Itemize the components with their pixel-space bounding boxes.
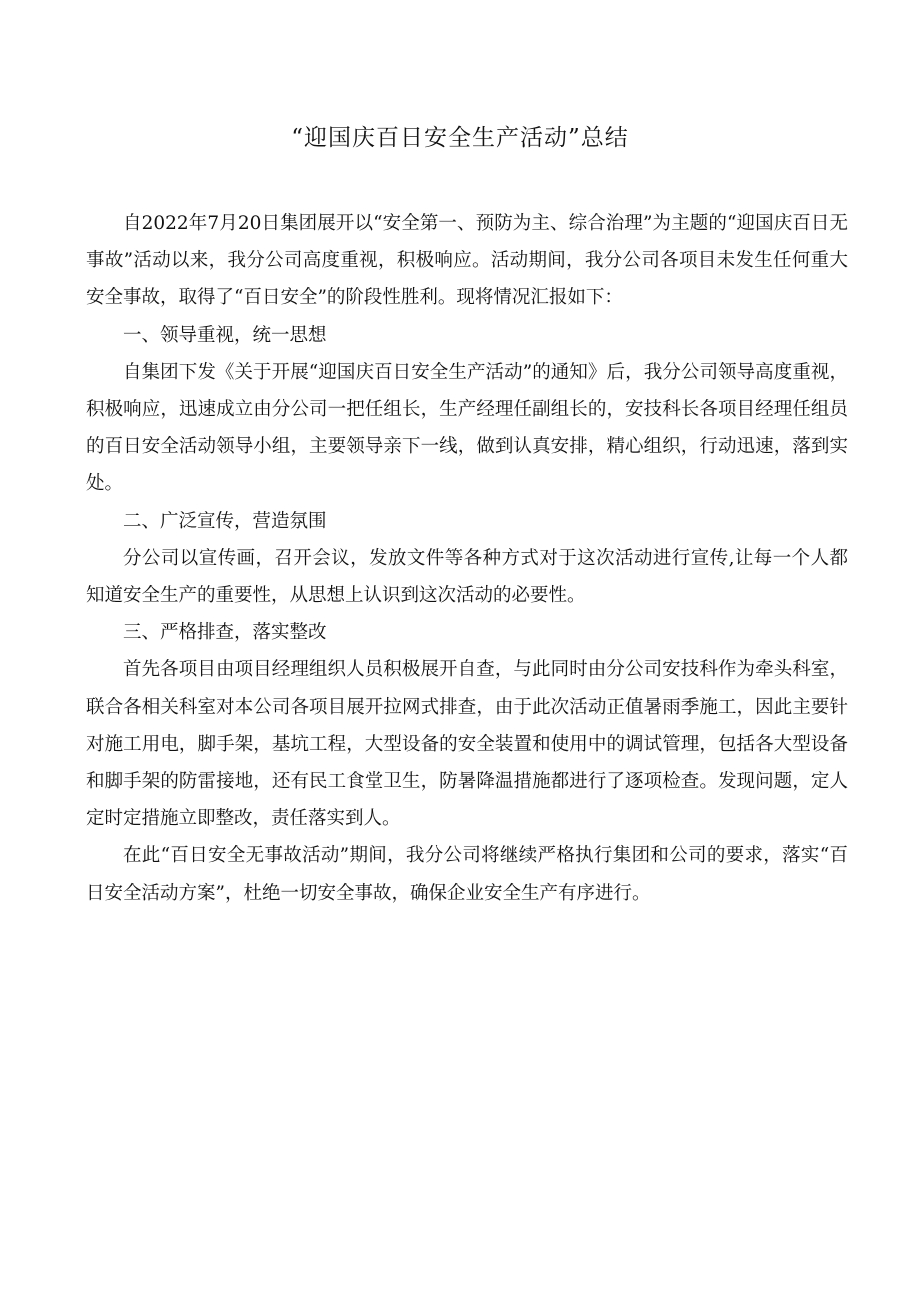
section-heading-3: 三、严格排查，落实整改	[123, 622, 327, 644]
section-heading-2: 二、广泛宣传，营造氛围	[123, 510, 327, 532]
section-paragraph-1: 自集团下发《关于开展“迎国庆百日安全生产活动”的通知》后，我分公司领导高度重视，积极响应，迅速成立由分公司一把任组长，生产经理任副组长的，安技科长各项目经理任组员的百日安全活动领导小组，主要领导亲下一线，做到认真安排，精心组织，行动迅速，落到实处。	[86, 361, 848, 495]
document-title: “迎国庆百日安全生产活动”总结	[291, 125, 629, 151]
section-paragraph-3: 首先各项目由项目经理组织人员积极展开自查，与此同时由分公司安技科作为牵头科室，联合各相关科室对本公司各项目展开拉网式排查，由于此次活动正值暑雨季施工，因此主要针对施工用电，脚手架，基坑工程，大型设备的安全装置和使用中的调试管理，包括各大型设备和脚手架的防雷接地，还有民工食堂卫生，防暑降温措施都进行了逐项检查。发现问题，定人定时定措施立即整改，责任落实到人。	[86, 659, 848, 830]
closing-paragraph: 在此“百日安全无事故活动”期间，我分公司将继续严格执行集团和公司的要求，落实“百日安全活动方案”，杜绝一切安全事故，确保企业安全生产有序进行。	[86, 845, 848, 904]
intro-paragraph: 自2022年7月20日集团展开以“安全第一、预防为主、综合治理”为主题的“迎国庆百日无事故”活动以来，我分公司高度重视，积极响应。活动期间，我分公司各项目未发生任何重大安全事故，取得了“百日安全”的阶段性胜利。现将情况汇报如下：	[86, 213, 848, 309]
section-heading-1: 一、领导重视，统一思想	[123, 324, 327, 346]
document-body	[86, 205, 848, 912]
section-paragraph-2: 分公司以宣传画，召开会议，发放文件等各种方式对于这次活动进行宣传,让每一个人都知道安全生产的重要性，从思想上认识到这次活动的必要性。	[86, 547, 848, 607]
